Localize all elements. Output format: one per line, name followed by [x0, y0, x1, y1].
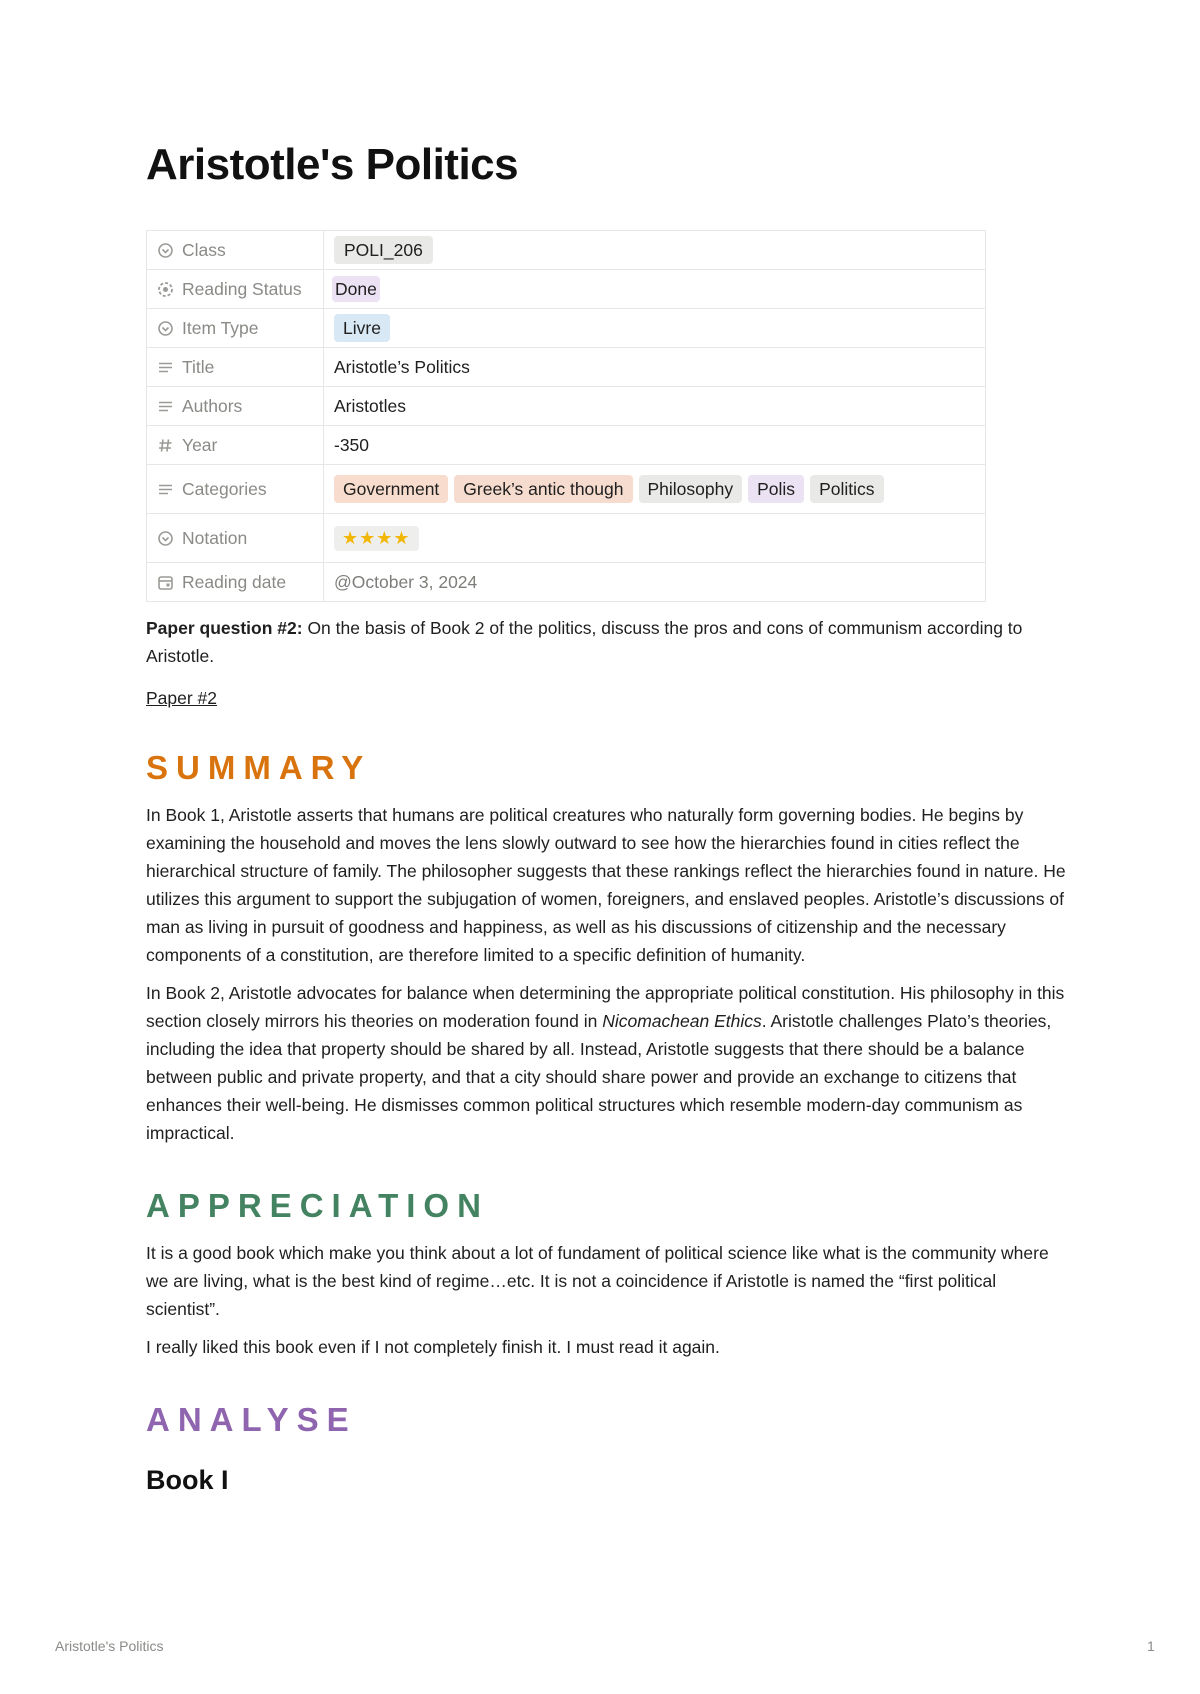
property-row-year — [147, 426, 986, 465]
page-title: Aristotle's Politics — [146, 140, 519, 189]
category-tag[interactable]: Philosophy — [639, 475, 743, 503]
summary-text: . Aristotle challenges Plato’s theories, including the idea that property should be shared by all. Instead, Aristotle suggests that there should be a balance between public and private property, and that a city should share power and provide an exchange to citizens that enhances their well-being. He dismisses common political structures which resemble modern-day communism as impractical. — [146, 1011, 1052, 1143]
star-icon: ★ — [342, 527, 360, 548]
summary-paragraph — [146, 979, 1066, 1147]
paper-question-label: Paper question #2: — [146, 618, 303, 638]
calendar-icon — [157, 574, 174, 591]
property-label: Categories — [182, 478, 267, 499]
property-label: Item Type — [182, 317, 259, 338]
category-tag[interactable]: Government — [334, 475, 448, 503]
property-row-class — [147, 231, 986, 270]
star-icon: ★ — [376, 527, 394, 548]
category-tag[interactable]: Greek’s antic though — [454, 475, 632, 503]
properties-table — [146, 230, 986, 602]
appreciation-paragraph: I really liked this book even if I not completely finish it. I must read it again. — [146, 1337, 720, 1357]
star-rating[interactable] — [334, 526, 419, 551]
paper-question-text: On the basis of Book 2 of the politics, discuss the pros and cons of communism according to Aristotle. — [146, 618, 1023, 666]
appreciation-heading: APPRECIATION — [146, 1187, 489, 1224]
property-row-categories — [147, 465, 986, 514]
summary-heading: SUMMARY — [146, 749, 372, 786]
status-icon — [157, 281, 174, 298]
summary-text: In Book 2, Aristotle advocates for balance when determining the appropriate political constitution. His philosophy in this section closely mirrors his theories on moderation found in — [146, 983, 1065, 1031]
property-label: Authors — [182, 395, 243, 416]
year-value[interactable]: -350 — [324, 426, 986, 465]
star-icon: ★ — [359, 527, 377, 548]
class-tag[interactable]: POLI_206 — [334, 236, 433, 264]
property-row-authors — [147, 387, 986, 426]
page-content — [146, 140, 1066, 1496]
paper-question — [146, 614, 1066, 670]
property-label: Class — [182, 239, 226, 260]
select-icon — [157, 320, 174, 337]
property-label: Reading date — [182, 571, 287, 592]
categories-value — [324, 465, 986, 514]
text-lines-icon — [157, 398, 174, 415]
property-label: Notation — [182, 527, 248, 548]
category-tag[interactable]: Politics — [810, 475, 883, 503]
property-row-item-type — [147, 309, 986, 348]
star-icon: ★ — [393, 527, 411, 548]
property-row-title — [147, 348, 986, 387]
item-type-tag[interactable]: Livre — [334, 314, 390, 342]
footer-title: Aristotle's Politics — [55, 1638, 164, 1654]
select-icon — [157, 530, 174, 547]
select-icon — [157, 242, 174, 259]
authors-value[interactable]: Aristotles — [324, 387, 986, 426]
number-icon — [157, 437, 174, 454]
text-lines-icon — [157, 359, 174, 376]
book-heading: Book I — [146, 1465, 229, 1495]
status-badge[interactable]: Done — [332, 276, 380, 302]
text-lines-icon — [157, 481, 174, 498]
property-row-notation — [147, 514, 986, 563]
page-number: 1 — [1147, 1638, 1155, 1654]
category-tag[interactable]: Polis — [748, 475, 804, 503]
paper-link[interactable]: Paper #2 — [146, 688, 218, 708]
property-row-reading-date — [147, 563, 986, 602]
property-row-reading-status — [147, 270, 986, 309]
property-label: Year — [182, 434, 218, 455]
reading-date-value[interactable]: @October 3, 2024 — [324, 563, 986, 602]
property-label: Reading Status — [182, 278, 302, 299]
appreciation-paragraph: It is a good book which make you think about a lot of fundament of political science like what is the community where we are living, what is the best kind of regime…etc. It is not a coincidence if Aristotle is named the “first political scientist”. — [146, 1243, 1049, 1319]
property-label: Title — [182, 356, 215, 377]
title-value[interactable]: Aristotle’s Politics — [324, 348, 986, 387]
book-title-italic: Nicomachean Ethics — [602, 1011, 762, 1031]
summary-paragraph: In Book 1, Aristotle asserts that humans are political creatures who naturally form governing bodies. He begins by examining the household and moves the lens slowly outward to see how the hierarchies found in cities reflect the hierarchical structure of family. The philosopher suggests that these rankings reflect the hierarchies found in nature. He utilizes this argument to support the subjugation of women, foreigners, and enslaved peoples. Aristotle’s discussions of man as living in pursuit of goodness and happiness, as well as his discussions of citizenship and the necessary components of a constitution, are therefore limited to a specific definition of humanity. — [146, 805, 1066, 965]
analyse-heading: ANALYSE — [146, 1401, 357, 1438]
